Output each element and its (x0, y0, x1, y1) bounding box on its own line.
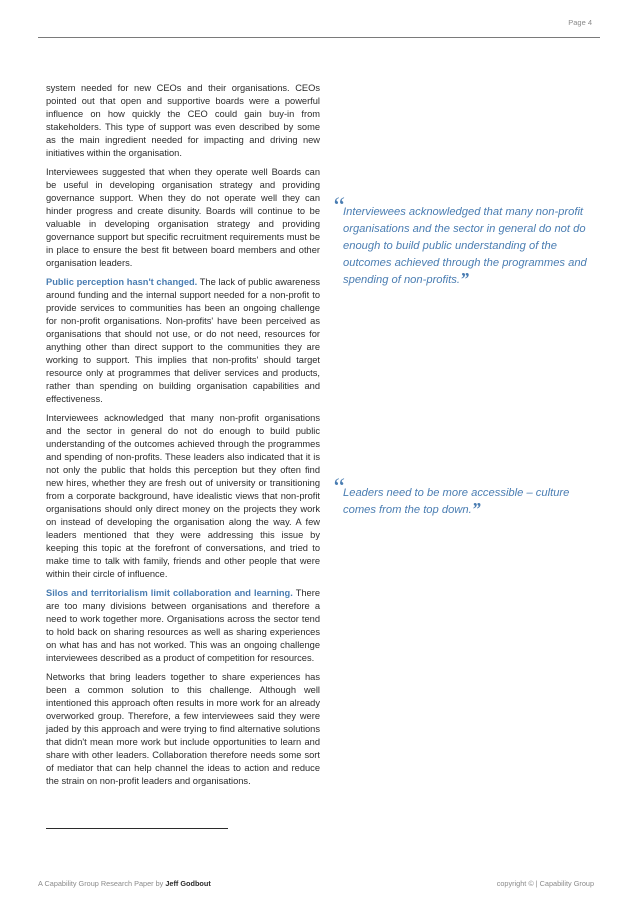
pull-quote-text-container (331, 485, 601, 519)
page-number: Page 4 (568, 18, 592, 27)
section-lead-heading: Public perception hasn't changed. (46, 277, 198, 287)
pull-quote (331, 192, 601, 289)
body-paragraph: system needed for new CEOs and their organisations. CEOs pointed out that open and supportive boards were a powerful influence on how quickly the CEO could gain buy-in from stakeholders. This type of support was even described by some as the main ingredient needed for impacting and driving new initiatives within the organisation. (46, 83, 320, 158)
header-divider (38, 37, 600, 38)
main-text-column (46, 82, 320, 794)
footer-credit (38, 879, 211, 888)
footer-author: Jeff Godbout (165, 879, 211, 888)
close-quote-icon: ” (459, 269, 469, 289)
paragraph-text: The lack of public awareness around funding and the internal support needed for a non-profit to provide services to communities has been an ongoing challenge for non-profit organisations. Non-profits' have been perceived as organisations that should not use, or do not need, resources for anything other than direct support to the communities they are working to support. This implies that non-profits' should target resource only at programmes that deliver services and products, rather than spending on building organisation capabilities and effectiveness. (46, 277, 320, 404)
pull-quote (331, 473, 601, 519)
open-quote-icon: “ (331, 192, 346, 221)
footer-credit-text: A Capability Group Research Paper by (38, 879, 166, 888)
pull-quote-text-container (331, 204, 601, 289)
footnote-divider (46, 828, 228, 829)
section-lead-heading: Silos and territorialism limit collaboration and learning. (46, 588, 293, 598)
body-paragraph: Interviewees suggested that when they operate well Boards can be useful in developing organisation strategy and providing governance support. When they do not operate well they can hinder progress and create disunity. Boards will continue to be valuable in developing organisation strategy and providing governance support but specific recruitment requirements must be in place to ensure the best fit between board members and other organisation leaders. (46, 167, 320, 268)
paragraph-text: There are too many divisions between organisations and therefore a need to work together more. Organisations across the sector tend to hold back on sharing resources as well as sharing experiences on what has and has not worked. This was an ongoing challenge interviewees described as a product of competition for resources. (46, 588, 320, 663)
pull-quote-text: Interviewees acknowledged that many non-profit organisations and the sector in general do not do enough to build public understanding of the outcomes achieved through the programmes and spending of non-profits. (343, 206, 587, 286)
close-quote-icon: ” (471, 499, 481, 519)
open-quote-icon: “ (331, 473, 346, 502)
body-paragraph (46, 587, 320, 665)
body-paragraph: Networks that bring leaders together to share experiences has been a common solution to this challenge. Although well intentioned this approach often results in more work for an already overworked group. Therefore, a few interviewees said they were jaded by this approach and were trying to find alternative solutions that didn't mean more work but include opportunities to learn and share with other leaders. Collaboration therefore needs some sort of mediator that can help channel the ideas to action and reduce the strain on non-profit leaders and organisations. (46, 672, 320, 786)
footer-copyright: copyright © | Capability Group (496, 879, 594, 888)
body-paragraph (46, 276, 320, 406)
pull-quote-text: Leaders need to be more accessible – culture comes from the top down. (343, 487, 570, 516)
body-paragraph: Interviewees acknowledged that many non-profit organisations and the sector in general do not do enough to build public understanding of the outcomes achieved through the programmes and spending of non-profits. These leaders also indicated that it is not only the public that holds this perception but they often find new hires, whether they are fresh out of university or transitioning from a corporate background, have idealistic views that non-profit organisations should only direct money on the projects they work on instead of developing the organisation along the way. A few leaders mentioned that they were addressing this issue by keeping this topic at the forefront of conversations, and tried to make time to talk with family, friends and other people that were within their circle of influence. (46, 413, 320, 579)
